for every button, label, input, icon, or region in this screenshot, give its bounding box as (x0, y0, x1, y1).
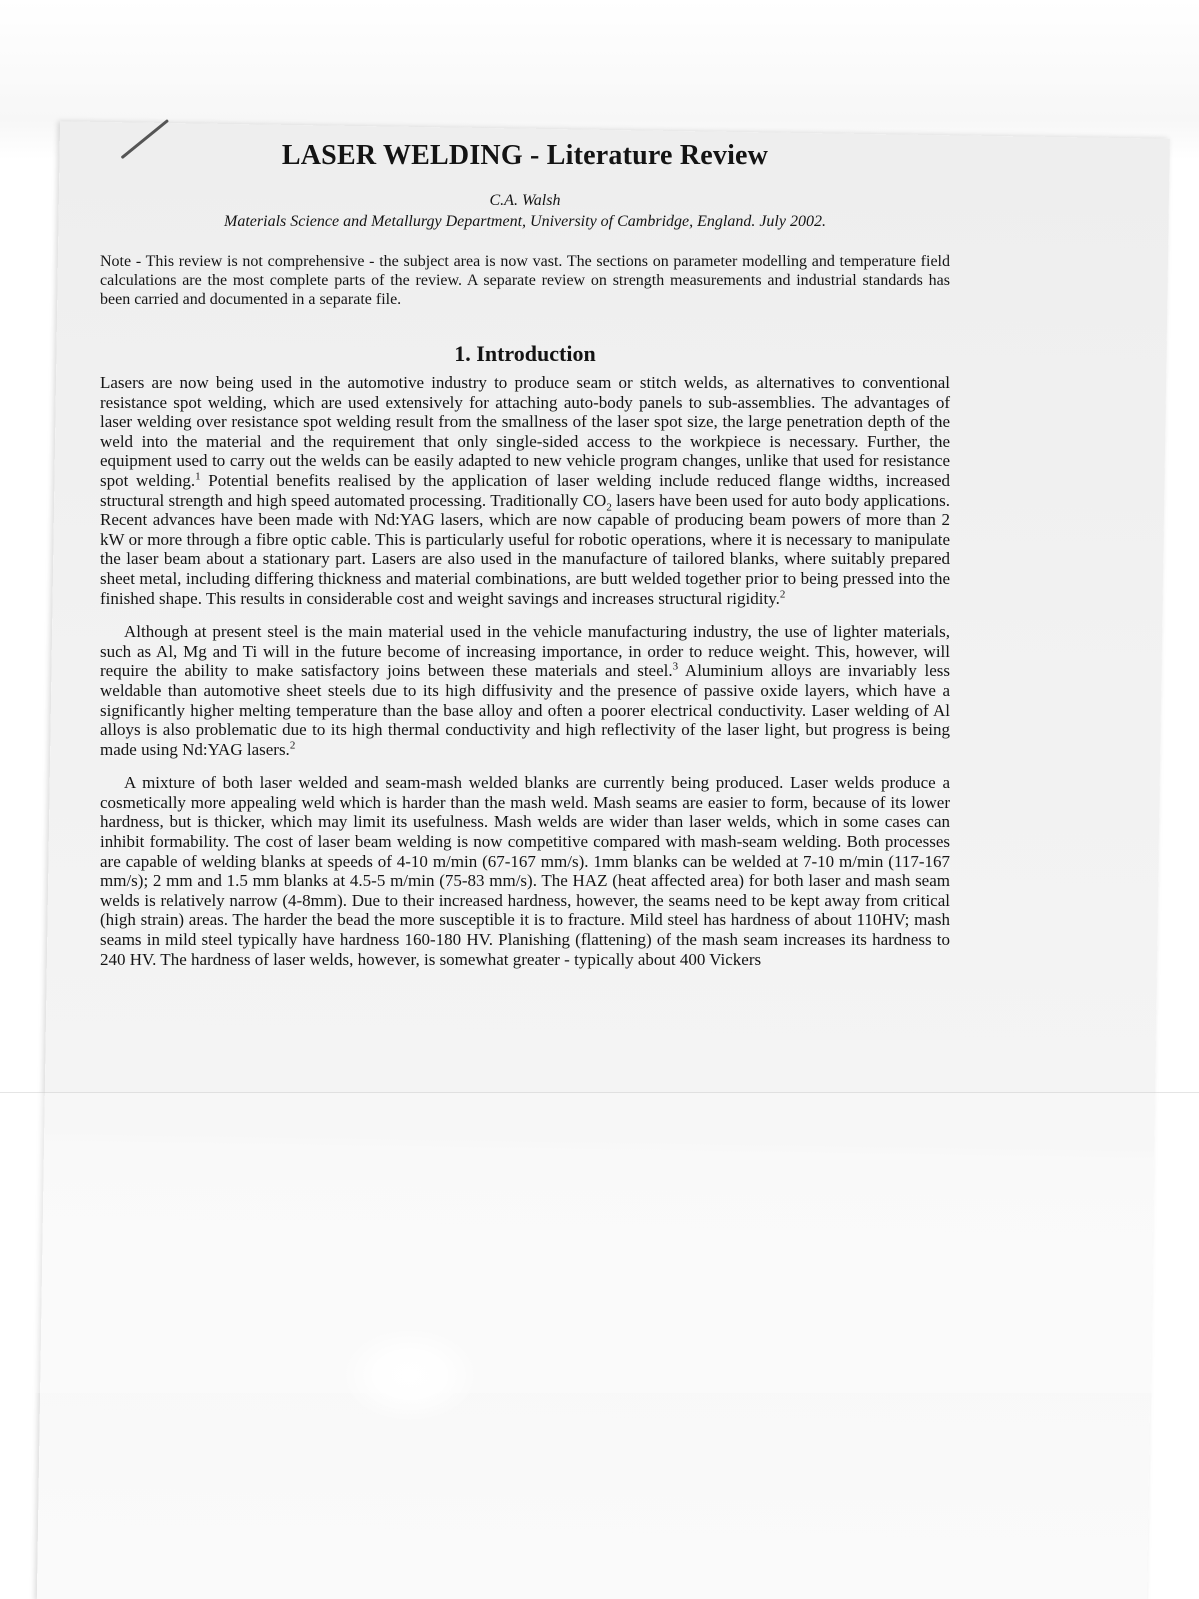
reference-1: 1 (195, 470, 201, 483)
document-affiliation: Materials Science and Metallurgy Department, University of Cambridge, England. July 2002. (224, 213, 826, 230)
paragraph-1-part-3: lasers have been used for auto body applications. Recent advances have been made with Nd:YAG lasers, which are now capable of producing beam powers of more than 2 kW or more through a fibre optic cable. This is particularly useful for robotic operations, where it is necessary to manipulate the laser beam about a stationary part. Lasers are also used in the manufacture of tailored blanks, where suitably prepared sheet metal, including differing thickness and material combinations, are butt welded together prior to being pressed into the finished shape. This results in considerable cost and weight savings and increases structural rigidity. (100, 490, 950, 608)
document-author: C.A. Walsh (489, 192, 561, 209)
paragraph-1-part-1: Lasers are now being used in the automotive industry to produce seam or stitch welds, as alternatives to conventional resistance spot welding, which are used extensively for attaching auto-body panels to sub-assemblies. The advantages of laser welding over resistance spot welding result from the smallness of the laser spot size, the large penetration depth of the weld into the material and the requirement that only single-sided access to the workpiece is necessary. Further, the equipment used to carry out the welds can be easily adapted to new vehicle program changes, unlike that used for resistance spot welding. (100, 373, 950, 490)
paragraph-2 (100, 622, 950, 759)
document-title: LASER WELDING - Literature Review (281, 140, 769, 171)
paragraph-2-part-2: Aluminium alloys are invariably less weldable than automotive sheet steels due to its high diffusivity and the presence of passive oxide layers, which have a significantly higher melting temperature than the base alloy and often a poorer electrical conductivity. Laser welding of Al alloys is also problematic due to its high thermal conductivity and high reflectivity of the laser light, but progress is being made using Nd:YAG lasers. (100, 661, 950, 759)
lighting-band (0, 1092, 1199, 1393)
paragraph-1-part-2: Potential benefits realised by the application of laser welding include reduced flange widths, increased structural strength and high speed automated processing. Traditionally CO (100, 470, 951, 510)
section-heading: 1. Introduction (454, 341, 596, 366)
reference-3: 3 (672, 660, 679, 673)
paragraph-2-part-1: Although at present steel is the main material used in the vehicle manufacturing industry, the use of lighter materials, such as Al, Mg and Ti will in the future become of increasing importance, in order to reduce weight. This, however, will require the ability to make satisfactory joins between these materials and steel. (100, 622, 950, 681)
document-note: Note - This review is not comprehensive - the subject area is now vast. The sections on parameter modelling and temperature field calculations are the most complete parts of the review. A separate review on strength measurements and industrial standards has been carried and documented in a separate file. (100, 253, 950, 308)
reference-2b: 2 (289, 739, 296, 752)
document-page (100, 140, 950, 969)
co2-subscript: 2 (606, 500, 612, 513)
light-glare (345, 1330, 475, 1420)
reference-2: 2 (779, 587, 786, 600)
paragraph-1 (100, 373, 950, 608)
show-through-text (120, 70, 1040, 142)
paragraph-3: A mixture of both laser welded and seam-mash welded blanks are currently being produced. Laser welds produce a cosmetically more appealing weld which is harder than the mash weld. Mash seams are easier to form, because of its lower hardness, but is thicker, which may limit its usefulness. Mash welds are wider than laser welds, which in some cases can inhibit formability. The cost of laser beam welding is now competitive compared with mash-seam welding. Both processes are capable of welding blanks at speeds of 4-10 m/min (67-167 mm/s). 1mm blanks can be welded at 7-10 m/min (117-167 mm/s); 2 mm and 1.5 mm blanks at 4.5-5 m/min (75-83 mm/s). The HAZ (heat affected area) for both laser and mash seam welds is relatively narrow (4-8mm). Due to their increased hardness, however, the seams need to be kept away from critical (high strain) areas. The harder the bead the more susceptible it is to fracture. Mild steel has hardness of about 110HV; mash seams in mild steel typically have hardness 160-180 HV. Planishing (flattening) of the mash seam increases its hardness to 240 HV. The hardness of laser welds, however, is somewhat greater - typically about 400 Vickers (100, 773, 950, 969)
